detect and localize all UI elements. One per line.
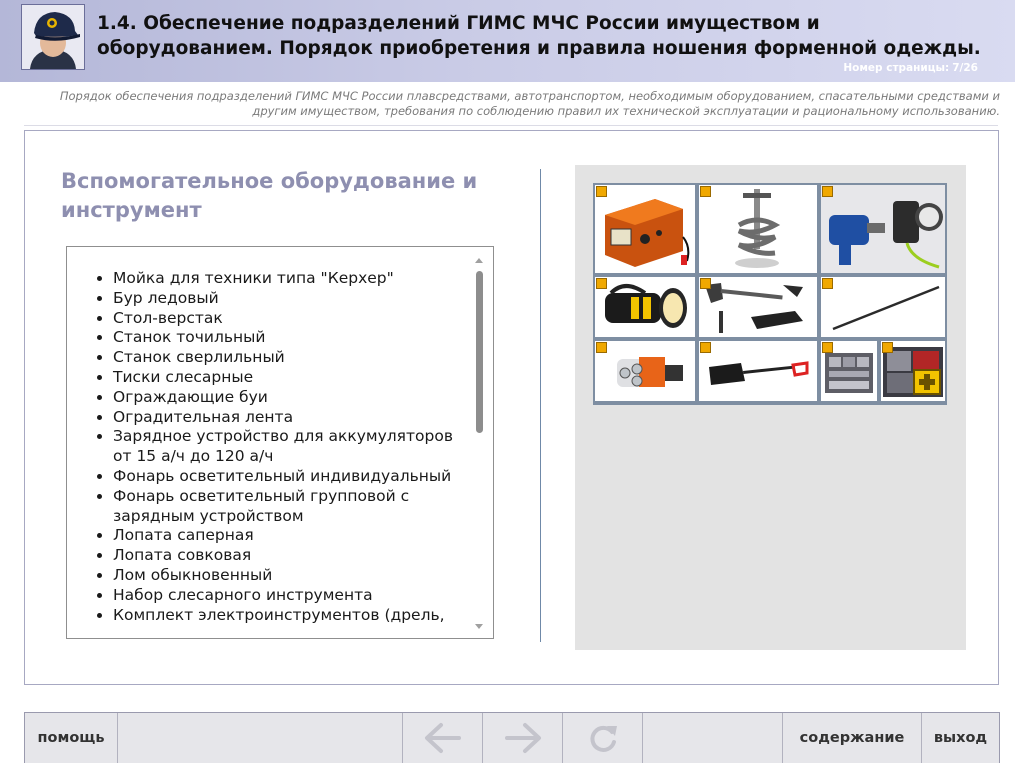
ice-auger-icon	[699, 185, 817, 273]
equipment-list	[67, 247, 463, 625]
tile-tool-set-large[interactable]	[881, 341, 945, 401]
page-counter-label: Номер страницы:	[843, 62, 950, 74]
battery-charger-icon	[595, 185, 695, 273]
list-item: • Станок точильный	[113, 328, 463, 348]
tile-marker-icon	[596, 186, 607, 197]
subtitle-divider	[24, 125, 998, 126]
list-item: • Комплект электроинструментов (дрель,	[113, 606, 463, 626]
list-item: • Мойка для техники типа "Керхер"	[113, 269, 463, 289]
arrow-left-icon	[421, 721, 465, 755]
tile-battery-charger[interactable]	[595, 185, 695, 273]
tile-marker-icon	[822, 186, 833, 197]
forward-button[interactable]	[483, 713, 563, 763]
tile-marker-icon	[882, 342, 893, 353]
section-description: Порядок обеспечения подразделений ГИМС МЧС России плавсредствами, автотранспортом, необходимым оборудованием, спасательными средствами и другим имуществом, требования по соблюдению правил их технической эксплуатации и рациональному использованию.	[59, 89, 1000, 118]
tile-crowbar[interactable]	[821, 277, 945, 337]
image-area	[575, 165, 966, 650]
exit-button[interactable]: выход	[933, 730, 988, 746]
content-panel	[24, 130, 999, 685]
zoom-plus-icon[interactable]	[913, 369, 941, 395]
equipment-gallery	[593, 183, 947, 405]
crowbar-icon	[821, 277, 945, 337]
equipment-list-box[interactable]	[66, 246, 494, 639]
tile-marker-icon	[596, 278, 607, 289]
page-counter-value: 7/26	[952, 62, 978, 74]
list-item: • Стол-верстак	[113, 309, 463, 329]
page-counter	[840, 62, 978, 74]
page-title: 1.4. Обеспечение подразделений ГИМС МЧС России имуществом и оборудованием. Порядок приобретения и правила ношения форменной одежды.	[97, 13, 981, 59]
officer-avatar	[21, 4, 85, 70]
bottom-navigation	[24, 712, 1000, 763]
list-item: • Тиски слесарные	[113, 368, 463, 388]
list-item: • Зарядное устройство для аккумуляторов от 15 а/ч до 120 а/ч	[113, 427, 463, 467]
list-scrollbar[interactable]	[473, 255, 485, 629]
list-item: • Оградительная лента	[113, 408, 463, 428]
list-item: • Фонарь осветительный индивидуальный	[113, 467, 463, 487]
nav-spacer-right	[643, 713, 783, 763]
back-button[interactable]	[403, 713, 483, 763]
header-bar	[0, 0, 1015, 82]
tile-marker-icon	[700, 278, 711, 289]
list-item: • Набор слесарного инструмента	[113, 586, 463, 606]
power-tools-icon	[821, 185, 945, 273]
flashlight-icon	[595, 341, 695, 401]
tile-marker-icon	[822, 278, 833, 289]
help-button[interactable]: помощь	[25, 713, 118, 763]
section-heading: Вспомогательное оборудование и инструмент	[61, 169, 478, 222]
tile-marker-icon	[822, 342, 833, 353]
tile-scoop-shovel[interactable]	[699, 341, 817, 401]
list-item: • Фонарь осветительный групповой с зарядным устройством	[113, 487, 463, 527]
nav-spacer	[118, 713, 403, 763]
tile-marker-icon	[700, 186, 711, 197]
tile-ice-auger[interactable]	[699, 185, 817, 273]
refresh-button[interactable]	[563, 713, 643, 763]
tile-marker-icon	[700, 342, 711, 353]
scroll-down-arrow-icon[interactable]	[475, 624, 483, 629]
scroll-up-arrow-icon[interactable]	[475, 258, 483, 263]
lantern-icon	[595, 277, 695, 337]
tile-power-tools[interactable]	[821, 185, 945, 273]
scoop-shovel-icon	[699, 341, 817, 401]
list-item: • Бур ледовый	[113, 289, 463, 309]
tile-tool-set-case[interactable]	[821, 341, 877, 401]
contents-button[interactable]: содержание	[783, 713, 922, 763]
list-item: • Лом обыкновенный	[113, 566, 463, 586]
tile-marker-icon	[596, 342, 607, 353]
tile-sapper-shovel[interactable]	[699, 277, 817, 337]
list-item: • Станок сверлильный	[113, 348, 463, 368]
list-item: • Лопата совковая	[113, 546, 463, 566]
sapper-shovel-icon	[699, 277, 817, 337]
column-divider	[540, 169, 541, 642]
scrollbar-thumb[interactable]	[476, 271, 483, 433]
list-item: • Ограждающие буи	[113, 388, 463, 408]
refresh-icon	[585, 720, 621, 756]
arrow-right-icon	[501, 721, 545, 755]
tile-flashlight[interactable]	[595, 341, 695, 401]
list-item: • Лопата саперная	[113, 526, 463, 546]
tile-group-lantern[interactable]	[595, 277, 695, 337]
